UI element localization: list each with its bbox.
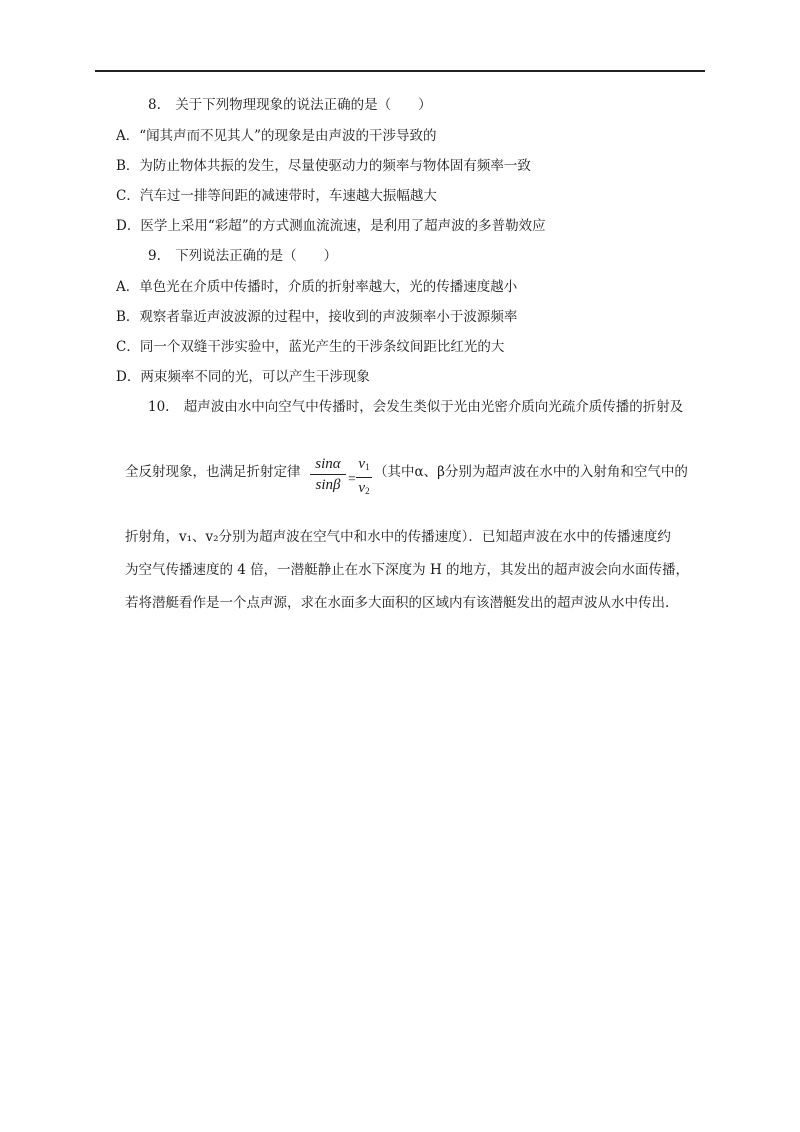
question-number: 10. bbox=[148, 399, 170, 415]
q9-option-c: C．同一个双缝干涉实验中，蓝光产生的干涉条纹间距比红光的大 bbox=[116, 339, 505, 355]
formula-sin-fraction bbox=[310, 455, 346, 494]
q10-line3: 折射角，v₁、v₂分别为超声波在空气中和水中的传播速度）．已知超声波在水中的传播速度约 bbox=[125, 529, 671, 545]
question-text: 超声波由水中向空气中传播时，会发生类似于光由光密介质向光疏介质传播的折射及 bbox=[183, 399, 684, 415]
q9-option-d: D．两束频率不同的光，可以产生干涉现象 bbox=[116, 369, 370, 385]
formula-equals: = bbox=[348, 472, 356, 487]
q8-option-a: A．“闻其声而不见其人”的现象是由声波的干涉导致的 bbox=[116, 128, 437, 144]
question-text: 关于下列物理现象的说法正确的是（ ） bbox=[175, 97, 432, 113]
formula-velocity-fraction bbox=[356, 455, 372, 500]
q10-line2-before: 全反射现象，也满足折射定律 bbox=[125, 464, 301, 480]
question-9-stem bbox=[148, 247, 337, 265]
question-number: 9. bbox=[148, 248, 161, 264]
formula-sin-alpha: sinα bbox=[315, 456, 341, 472]
q10-line2-after: （其中α、β分别为超声波在水中的入射角和空气中的 bbox=[374, 464, 688, 480]
q8-option-c: C．汽车过一排等间距的减速带时，车速越大振幅越大 bbox=[116, 188, 437, 204]
q10-line4: 为空气传播速度的 4 倍，一潜艇静止在水下深度为 H 的地方，其发出的超声波会向水面传播， bbox=[125, 562, 690, 578]
question-number: 8. bbox=[148, 97, 161, 113]
q8-option-d: D．医学上采用“彩超”的方式测血流流速，是利用了超声波的多普勒效应 bbox=[116, 218, 546, 234]
q9-option-a: A．单色光在介质中传播时，介质的折射率越大，光的传播速度越小 bbox=[116, 279, 518, 295]
q10-line5: 若将潜艇看作是一个点声源，求在水面多大面积的区域内有该潜艇发出的超声波从水中传出. bbox=[125, 595, 670, 611]
q9-option-b: B．观察者靠近声波波源的过程中，接收到的声波频率小于波源频率 bbox=[116, 309, 518, 325]
question-10-stem bbox=[148, 398, 683, 416]
header-rule bbox=[95, 70, 705, 72]
formula-sin-beta: sinβ bbox=[315, 477, 341, 493]
formula-v1: $v_1$ bbox=[358, 456, 370, 472]
q8-option-b: B．为防止物体共振的发生，尽量使驱动力的频率与物体固有频率一致 bbox=[116, 158, 531, 174]
question-text: 下列说法正确的是（ ） bbox=[175, 248, 338, 264]
formula-v2: $v_2$ bbox=[358, 480, 370, 496]
question-8-stem bbox=[148, 96, 432, 114]
